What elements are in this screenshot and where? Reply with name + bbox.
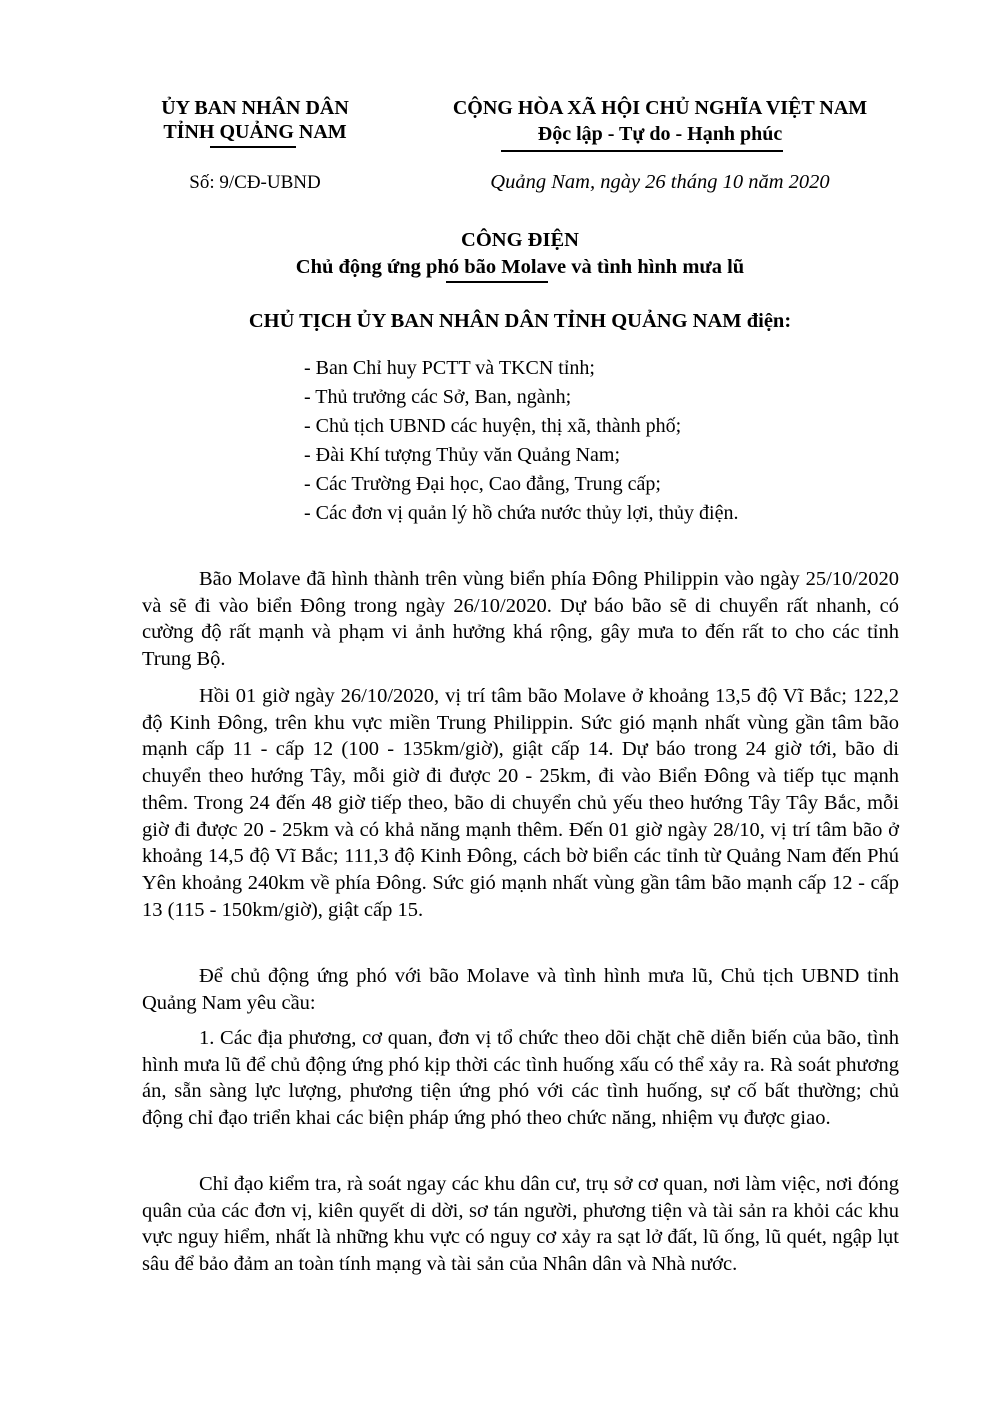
document-subject: Chủ động ứng phó bão Molave và tình hình mưa lũ	[295, 256, 745, 278]
national-motto: Độc lập - Tự do - Hạnh phúc	[537, 123, 783, 145]
issuer-name-line1: ỦY BAN NHÂN DÂN	[161, 97, 349, 119]
body-paragraph: Bão Molave đã hình thành trên vùng biển phía Đông Philippin vào ngày 25/10/2020 và sẽ đi vào biển Đông trong ngày 26/10/2020. Dự báo bão sẽ di chuyển rất nhanh, có cường độ rất mạnh và phạm vi ảnh hưởng khá rộng, gây mưa to đến rất to cho các tỉnh Trung Bộ.	[142, 568, 899, 671]
issuer-name-line2: TỈNH QUẢNG NAM	[163, 121, 347, 143]
body-paragraph: Để chủ động ứng phó với bão Molave và tình hình mưa lũ, Chủ tịch UBND tỉnh Quảng Nam yêu cầu:	[142, 965, 899, 1014]
recipient-item: - Đài Khí tượng Thủy văn Quảng Nam;	[304, 444, 620, 466]
motto-underline	[501, 150, 783, 152]
document-number: Số: 9/CĐ-UBND	[189, 172, 321, 193]
sender-line: CHỦ TỊCH ỦY BAN NHÂN DÂN TỈNH QUẢNG NAM điện:	[248, 310, 792, 332]
recipient-item: - Thủ trưởng các Sở, Ban, ngành;	[304, 386, 572, 408]
recipient-item: - Các đơn vị quản lý hồ chứa nước thủy lợi, thủy điện.	[304, 502, 739, 524]
subject-underline	[446, 281, 548, 283]
recipient-list	[304, 354, 738, 528]
body-paragraph: 1. Các địa phương, cơ quan, đơn vị tổ chức theo dõi chặt chẽ diễn biến của bão, tình hình mưa lũ để chủ động ứng phó kịp thời các tình huống xấu có thể xảy ra. Rà soát phương án, sẵn sàng lực lượng, phương tiện ứng phó với các tình huống, sự cố bất thường; chủ động chỉ đạo triển khai các biện pháp ứng phó theo chức năng, nhiệm vụ được giao.	[142, 1027, 899, 1130]
body-paragraph: Hồi 01 giờ ngày 26/10/2020, vị trí tâm bão Molave ở khoảng 13,5 độ Vĩ Bắc; 122,2 độ Kinh Đông, trên khu vực miền Trung Philippin. Sức gió mạnh nhất vùng gần tâm bão mạnh cấp 11 - cấp 12 (100 - 135km/giờ), giật cấp 14. Dự báo trong 24 giờ tới, bão di chuyển theo hướng Tây, mỗi giờ đi được 20 - 25km, đi vào Biển Đông và tiếp tục mạnh thêm. Trong 24 đến 48 giờ tiếp theo, bão di chuyển chủ yếu theo hướng Tây Tây Bắc, mỗi giờ đi được 20 - 25km và có khả năng mạnh thêm. Đến 01 giờ ngày 28/10, vị trí tâm bão ở khoảng 14,5 độ Vĩ Bắc; 111,3 độ Kinh Đông, cách bờ biển các tỉnh từ Quảng Nam đến Phú Yên khoảng 240km về phía Đông. Sức gió mạnh nhất vùng gần tâm bão mạnh cấp 12 - cấp 13 (115 - 150km/giờ), giật cấp 15.	[142, 685, 899, 921]
document-type: CÔNG ĐIỆN	[461, 229, 579, 251]
recipient-item: - Chủ tịch UBND các huyện, thị xã, thành phố;	[304, 415, 682, 437]
recipient-item: - Ban Chỉ huy PCTT và TKCN tỉnh;	[304, 357, 595, 379]
document-date: Quảng Nam, ngày 26 tháng 10 năm 2020	[490, 171, 830, 193]
issuer-underline	[210, 146, 296, 148]
national-title: CỘNG HÒA XÃ HỘI CHỦ NGHĨA VIỆT NAM	[452, 97, 868, 119]
body-paragraph: Chỉ đạo kiểm tra, rà soát ngay các khu dân cư, trụ sở cơ quan, nơi làm việc, nơi đóng quân của các đơn vị, kiên quyết di dời, sơ tán người, phương tiện và tài sản ra khỏi các khu vực nguy hiểm, nhất là những khu vực có nguy cơ xảy ra sạt lở đất, lũ ống, lũ quét, ngập lụt sâu để bảo đảm an toàn tính mạng và tài sản của Nhân dân và Nhà nước.	[142, 1173, 899, 1276]
recipient-item: - Các Trường Đại học, Cao đẳng, Trung cấp;	[304, 473, 661, 495]
